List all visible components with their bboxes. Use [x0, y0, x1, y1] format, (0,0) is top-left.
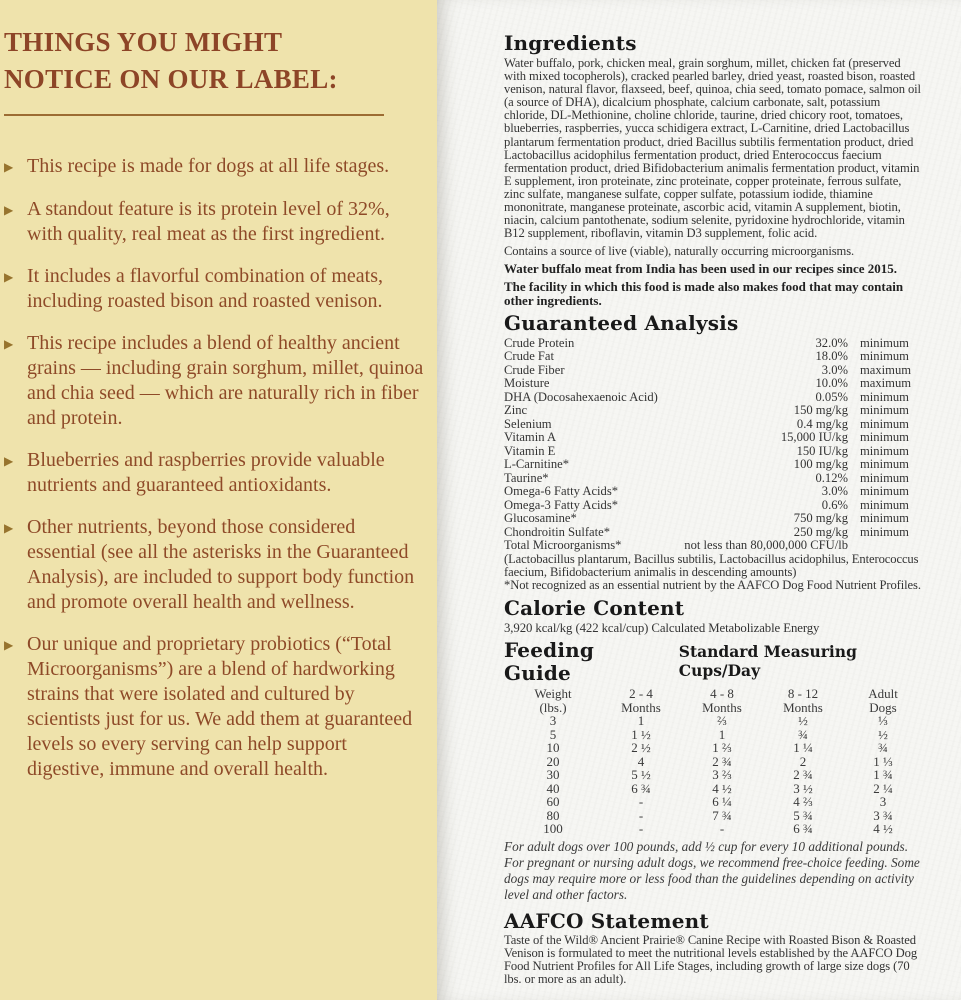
- triangle-bullet-icon: ▶: [4, 454, 14, 468]
- table-cell: 4 - 8: [710, 686, 734, 702]
- table-cell: 2 - 4: [629, 686, 653, 702]
- feeding-guide-rows: [506, 714, 922, 836]
- table-cell: Crude Fat: [504, 349, 555, 364]
- aafco-statement-section: [504, 910, 922, 986]
- table-cell: ½: [798, 713, 808, 729]
- table-cell: 3.0%: [821, 484, 848, 499]
- table-cell: 30: [546, 767, 560, 783]
- table-row: [504, 512, 922, 526]
- table-cell: 0.05%: [815, 389, 848, 404]
- table-cell: 0.6%: [821, 497, 848, 512]
- table-row: [504, 526, 922, 540]
- table-cell: -: [638, 794, 644, 810]
- table-cell: 1 ⅓: [873, 753, 893, 769]
- bullet-text: It includes a flavorful combination of meats, including roasted bison and roasted venison.: [27, 265, 384, 312]
- table-row: [504, 458, 922, 472]
- feeding-guide-title-row: [504, 639, 922, 685]
- table-cell: 6 ¾: [793, 821, 813, 837]
- table-cell: Crude Protein: [504, 335, 575, 350]
- ingredients-text: Water buffalo, pork, chicken meal, grain sorghum, millet, chicken fat (preserved with mixed tocopherols), cracked pearled barley, dried yeast, roasted bison, roasted venison, natural flavor, flaxseed, beef, quinoa, chia seed, tomato pomace, salmon oil (a source of DHA), dicalcium phosphate, calcium carbonate, salt, potassium chloride, DL-Methionine, choline chloride, taurine, dried chicory root, tomatoes, blueberries, raspberries, yucca schidigera extract, L-Carnitine, dried Lactobacillus plantarum fermentation product, dried Bacillus subtilis fermentation product, dried Lactobacillus acidophilus fermentation product, dried Enterococcus faecium fermentation product, dried Bifidobacterium animalis fermentation product, vitamin E supplement, iron proteinate, zinc proteinate, copper proteinate, ferrous sulfate, zinc sulfate, manganese sulfate, copper sulfate, potassium iodide, thiamine mononitrate, manganese proteinate, ascorbic acid, vitamin A supplement, biotin, niacin, calcium pantothenate, sodium selenite, pyridoxine hydrochloride, vitamin B12 supplement, riboflavin, vitamin D3 supplement, folic acid.: [504, 56, 921, 241]
- triangle-bullet-icon: ▶: [4, 160, 14, 174]
- table-cell: 1 ¾: [873, 767, 893, 783]
- bullet-text: Our unique and proprietary probiotics (“Total Microorganisms”) are a blend of hardworking strains that were isolated and cultured by scientists just for us. We add them at guaranteed levels so every serving can help support digestive, immune and overall health.: [27, 633, 413, 780]
- table-cell: 0.4 mg/kg: [796, 416, 848, 431]
- contains-note: Contains a source of live (viable), naturally occurring microorganisms.: [504, 244, 855, 259]
- table-cell: 1 ½: [631, 726, 651, 742]
- table-cell: 3.0%: [821, 362, 848, 377]
- table-cell: 8 - 12: [787, 686, 819, 702]
- feeding-guide-subheading: Standard Measuring Cups/Day: [678, 642, 857, 681]
- table-row: [504, 431, 922, 445]
- aafco-statement-heading: AAFCO Statement: [504, 908, 709, 933]
- table-cell: L-Carnitine*: [504, 457, 570, 472]
- table-row: [504, 404, 922, 418]
- page-title-line1: THINGS YOU MIGHT: [4, 27, 283, 57]
- table-row: [504, 377, 922, 391]
- table-cell: 4 ½: [873, 821, 893, 837]
- calorie-content-section: [504, 597, 922, 635]
- table-row: [506, 795, 922, 809]
- feeding-guide-heading: Feeding Guide: [504, 638, 595, 686]
- list-item: [4, 197, 429, 247]
- guaranteed-analysis-heading: Guaranteed Analysis: [504, 310, 739, 335]
- triangle-bullet-icon: ▶: [4, 337, 14, 351]
- ga-footnote: *Not recognized as an essential nutrient by the AAFCO Dog Food Nutrient Profiles.: [504, 577, 921, 592]
- table-cell: 100: [543, 821, 563, 837]
- table-cell: 60: [546, 794, 560, 810]
- table-row: [506, 768, 922, 782]
- table-cell: 5 ½: [631, 767, 651, 783]
- table-row: [506, 728, 922, 742]
- table-cell: Taurine*: [504, 470, 549, 485]
- table-cell: 150 mg/kg: [793, 403, 848, 418]
- table-cell: Glucosamine*: [504, 511, 577, 526]
- table-row: [506, 687, 922, 701]
- table-cell: Crude Fiber: [504, 362, 565, 377]
- table-cell: 2 ¼: [873, 780, 893, 796]
- facility-note: The facility in which this food is made also makes food that may contain other ingredients.: [504, 279, 904, 308]
- calorie-content-text: 3,920 kcal/kg (422 kcal/cup) Calculated Metabolizable Energy: [504, 621, 820, 636]
- table-cell: maximum: [860, 362, 912, 377]
- aafco-statement-text: Taste of the Wild® Ancient Prairie® Canine Recipe with Roasted Bison & Roasted Venison is formulated to meet the nutritional levels established by the AAFCO Dog Food Nutrient Profiles for All Life Stages, including growth of large size dogs (70 lbs. or more as an adult).: [504, 932, 918, 987]
- list-item: [4, 515, 429, 615]
- table-cell: minimum: [860, 443, 909, 458]
- table-cell: 2: [799, 753, 807, 769]
- table-cell: 32.0%: [815, 335, 848, 350]
- nutrition-panel: [437, 0, 961, 1000]
- table-cell: Omega-3 Fatty Acids*: [504, 497, 619, 512]
- table-cell: minimum: [860, 497, 909, 512]
- bullet-text: This recipe is made for dogs at all life stages.: [27, 155, 390, 177]
- table-cell: Selenium: [504, 416, 552, 431]
- table-cell: minimum: [860, 403, 909, 418]
- table-row: [506, 755, 922, 769]
- table-cell: 1: [637, 713, 645, 729]
- table-cell: 3: [549, 713, 557, 729]
- list-item: [4, 154, 429, 180]
- table-row: [504, 337, 922, 351]
- table-cell: 250 mg/kg: [793, 524, 848, 539]
- table-cell: 6 ¾: [631, 780, 651, 796]
- table-cell: Vitamin A: [504, 430, 557, 445]
- table-cell: 20: [546, 753, 560, 769]
- table-cell: 1 ⅔: [712, 740, 732, 756]
- table-cell: 80: [546, 807, 560, 823]
- table-cell: DHA (Docosahexaenoic Acid): [504, 389, 658, 404]
- guaranteed-analysis-table: [504, 337, 922, 553]
- table-cell: Months: [702, 699, 742, 715]
- table-cell: -: [719, 821, 725, 837]
- triangle-bullet-icon: ▶: [4, 521, 14, 535]
- table-cell: Adult: [868, 686, 898, 702]
- divider-rule: [4, 114, 384, 116]
- bullet-text: A standout feature is its protein level of 32%, with quality, real meat as the first ingredient.: [27, 198, 390, 245]
- table-cell: maximum: [860, 376, 912, 391]
- table-row: [504, 485, 922, 499]
- table-cell: ⅔: [717, 713, 727, 729]
- feeding-guide-header: [506, 687, 922, 714]
- table-row: [504, 539, 922, 553]
- table-cell: ¾: [798, 726, 808, 742]
- table-cell: 3 ⅔: [712, 767, 732, 783]
- triangle-bullet-icon: ▶: [4, 203, 14, 217]
- table-cell: -: [638, 821, 644, 837]
- table-cell: 4 ⅔: [793, 794, 813, 810]
- table-cell: minimum: [860, 511, 909, 526]
- table-cell: not less than 80,000,000 CFU/lb: [684, 538, 848, 553]
- table-cell: Months: [783, 699, 823, 715]
- table-cell: minimum: [860, 335, 909, 350]
- feeding-note: For pregnant or nursing adult dogs, we recommend free-choice feeding. Some dogs may require more or less food than the guidelines depending on activity level and other factors.: [504, 854, 920, 903]
- calorie-content-heading: Calorie Content: [504, 596, 685, 621]
- table-row: [504, 499, 922, 513]
- table-cell: 750 mg/kg: [793, 511, 848, 526]
- table-cell: 2 ¾: [793, 767, 813, 783]
- table-cell: 15,000 IU/kg: [780, 430, 848, 445]
- table-cell: 2 ¾: [712, 753, 732, 769]
- table-cell: 3 ¾: [873, 807, 893, 823]
- table-cell: Dogs: [869, 699, 897, 715]
- bullet-text: Blueberries and raspberries provide valuable nutrients and guaranteed antioxidants.: [27, 449, 385, 496]
- table-cell: [848, 539, 922, 553]
- feeding-guide-notes: [504, 839, 922, 904]
- table-cell: minimum: [860, 416, 909, 431]
- list-item: [4, 331, 429, 431]
- table-cell: 5: [549, 726, 557, 742]
- table-cell: ½: [878, 726, 888, 742]
- feeding-note: For adult dogs over 100 pounds, add ½ cup for every 10 additional pounds.: [504, 838, 909, 854]
- table-cell: 100 mg/kg: [793, 457, 848, 472]
- list-item: [4, 264, 429, 314]
- bullet-list: [4, 154, 429, 782]
- table-row: [506, 714, 922, 728]
- page-title: [4, 24, 429, 98]
- table-cell: minimum: [860, 349, 909, 364]
- table-row: [504, 418, 922, 432]
- table-row: [506, 809, 922, 823]
- table-cell: 3: [879, 794, 887, 810]
- table-cell: (lbs.): [539, 699, 567, 715]
- table-cell: 150 IU/kg: [796, 443, 848, 458]
- page-title-line2: NOTICE ON OUR LABEL:: [4, 64, 338, 94]
- table-cell: 10: [546, 740, 560, 756]
- table-cell: 10.0%: [815, 376, 848, 391]
- feeding-guide-table: [506, 687, 922, 836]
- buffalo-note: Water buffalo meat from India has been used in our recipes since 2015.: [504, 261, 898, 277]
- table-cell: Vitamin E: [504, 443, 556, 458]
- table-cell: minimum: [860, 524, 909, 539]
- table-row: [506, 822, 922, 836]
- table-cell: Chondroitin Sulfate*: [504, 524, 610, 539]
- table-cell: 18.0%: [815, 349, 848, 364]
- table-cell: 6 ¼: [712, 794, 732, 810]
- table-row: [504, 391, 922, 405]
- table-cell: minimum: [860, 457, 909, 472]
- table-row: [506, 701, 922, 715]
- list-item: [4, 448, 429, 498]
- table-cell: Weight: [534, 686, 572, 702]
- triangle-bullet-icon: ▶: [4, 270, 14, 284]
- table-row: [504, 445, 922, 459]
- table-row: [504, 364, 922, 378]
- table-cell: 1: [718, 726, 726, 742]
- table-cell: 3 ½: [793, 780, 813, 796]
- table-cell: 7 ¾: [712, 807, 732, 823]
- ingredients-heading: Ingredients: [504, 31, 637, 55]
- table-cell: Zinc: [504, 403, 528, 418]
- table-cell: minimum: [860, 389, 909, 404]
- ingredients-section: [504, 32, 922, 308]
- list-item: [4, 632, 429, 782]
- table-cell: minimum: [860, 470, 909, 485]
- table-cell: 1 ¼: [793, 740, 813, 756]
- table-cell: minimum: [860, 430, 909, 445]
- table-cell: -: [638, 807, 644, 823]
- bullet-text: This recipe includes a blend of healthy ancient grains — including grain sorghum, millet, quinoa and chia seed — which are naturally rich in fiber and protein.: [27, 332, 424, 429]
- microorganisms-detail: (Lactobacillus plantarum, Bacillus subtilis, Lactobacillus acidophilus, Enterococcus faecium, Bifidobacterium animalis in descending amounts): [504, 551, 919, 579]
- table-cell: Months: [621, 699, 661, 715]
- table-cell: 2 ½: [631, 740, 651, 756]
- triangle-bullet-icon: ▶: [4, 638, 14, 652]
- left-panel: [0, 0, 437, 1000]
- table-row: [506, 782, 922, 796]
- table-cell: Omega-6 Fatty Acids*: [504, 484, 619, 499]
- table-cell: 40: [546, 780, 560, 796]
- table-cell: minimum: [860, 484, 909, 499]
- table-row: [504, 472, 922, 486]
- table-cell: 5 ¾: [793, 807, 813, 823]
- guaranteed-analysis-section: [504, 312, 922, 592]
- feeding-guide-section: [504, 639, 922, 904]
- table-cell: Moisture: [504, 376, 550, 391]
- table-cell: Total Microorganisms*: [504, 538, 622, 553]
- table-cell: 4 ½: [712, 780, 732, 796]
- table-cell: ⅓: [878, 713, 888, 729]
- table-row: [506, 741, 922, 755]
- bullet-text: Other nutrients, beyond those considered essential (see all the asterisks in the Guaranteed Analysis), are included to support body function and promote overall health and wellness.: [27, 516, 415, 613]
- table-cell: ¾: [878, 740, 888, 756]
- table-row: [504, 350, 922, 364]
- table-cell: 4: [637, 753, 645, 769]
- table-cell: 0.12%: [815, 470, 848, 485]
